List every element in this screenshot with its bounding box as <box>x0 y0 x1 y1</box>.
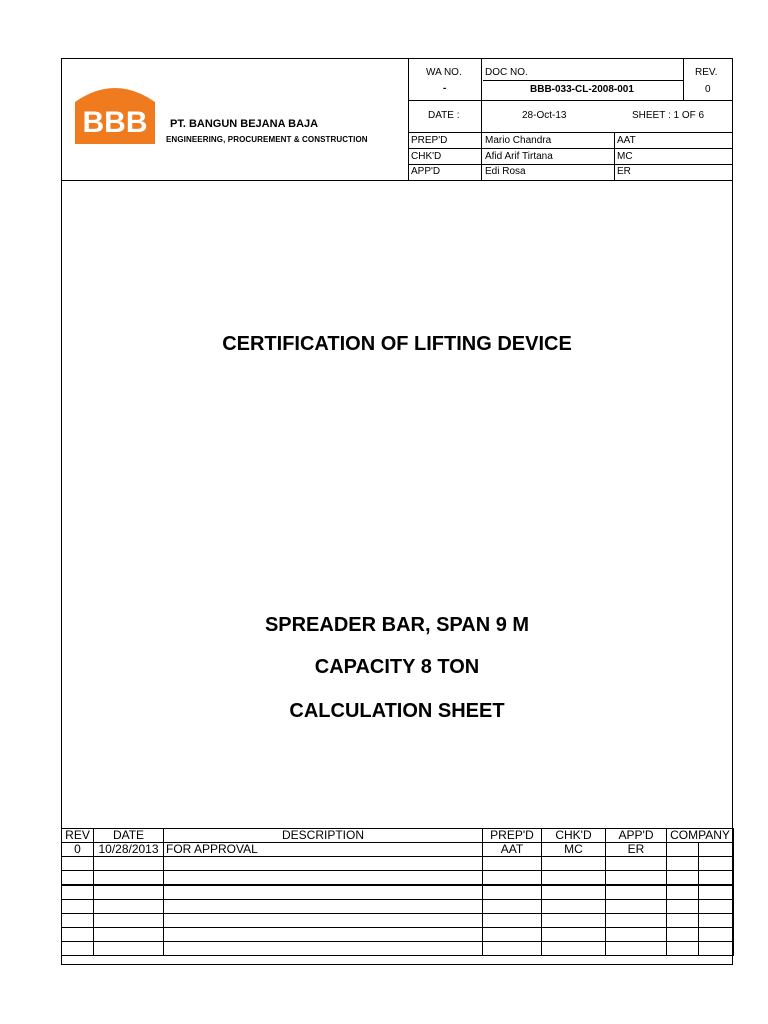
prepd-row-rule <box>408 148 733 149</box>
col-description: DESCRIPTION <box>164 829 483 843</box>
col-prepd: PREP'D <box>483 829 542 843</box>
signoff-role: APP'D <box>411 166 441 177</box>
doc-no-value: BBB-033-CL-2008-001 <box>530 84 634 95</box>
chkd-row-rule <box>408 164 733 165</box>
cell-appd: ER <box>606 843 667 857</box>
cell-chkd: MC <box>542 843 606 857</box>
header-divider <box>408 58 409 180</box>
table-row <box>62 871 734 886</box>
signoff-initials: MC <box>617 151 633 162</box>
revision-table <box>61 828 734 956</box>
rev-col-divider <box>683 58 684 100</box>
cell-prepd: AAT <box>483 843 542 857</box>
table-row <box>62 914 734 928</box>
document-title: CERTIFICATION OF LIFTING DEVICE <box>222 333 572 355</box>
subtitle-line-1: SPREADER BAR, SPAN 9 M <box>264 614 530 636</box>
rev-row-rule <box>408 100 733 101</box>
col-rev: REV <box>62 829 94 843</box>
signoff-initials: AAT <box>617 135 636 146</box>
revision-header-row <box>62 829 734 843</box>
cell-rev: 0 <box>62 843 94 857</box>
logo-text: BBB <box>82 106 148 139</box>
cell-date: 10/28/2013 <box>94 843 164 857</box>
col-appd: APP'D <box>606 829 667 843</box>
company-logo <box>75 80 155 144</box>
wa-no-value: - <box>443 83 447 94</box>
table-row <box>62 900 734 914</box>
date-label: DATE : <box>428 110 460 121</box>
wa-no-label: WA NO. <box>426 67 462 78</box>
doc-no-label: DOC NO. <box>485 67 528 78</box>
table-row <box>62 857 734 871</box>
date-row-rule <box>408 132 733 133</box>
col-company: COMPANY <box>667 829 734 843</box>
table-row <box>62 885 734 900</box>
cell-description: FOR APPROVAL <box>164 843 483 857</box>
cell-company-a <box>667 843 699 857</box>
header-bottom-rule <box>61 180 733 181</box>
company-subtitle: ENGINEERING, PROCUREMENT & CONSTRUCTION <box>166 135 368 144</box>
signoff-role: PREP'D <box>411 135 448 146</box>
company-name: PT. BANGUN BEJANA BAJA <box>170 118 319 130</box>
cell-company-b <box>699 843 734 857</box>
signoff-role: CHK'D <box>411 151 442 162</box>
col-date: DATE <box>94 829 164 843</box>
doc-no-rule <box>483 80 683 81</box>
subtitle-line-2: CAPACITY 8 TON <box>314 656 480 678</box>
signoff-name: Afid Arif Tirtana <box>485 151 553 162</box>
col-chkd: CHK'D <box>542 829 606 843</box>
date-value: 28-Oct-13 <box>522 110 567 121</box>
table-row <box>62 843 734 857</box>
signoff-name: Mario Chandra <box>485 135 552 146</box>
rev-label: REV. <box>695 67 718 78</box>
sheet-label: SHEET : 1 OF 6 <box>632 110 705 121</box>
signoff-name: Edi Rosa <box>485 166 526 177</box>
rev-value: 0 <box>705 84 711 95</box>
subtitle-line-3: CALCULATION SHEET <box>289 700 505 722</box>
header-col-divider <box>481 58 482 180</box>
table-row <box>62 942 734 956</box>
signoff-initials: ER <box>617 166 631 177</box>
initials-col-divider <box>614 132 615 180</box>
table-row <box>62 928 734 942</box>
